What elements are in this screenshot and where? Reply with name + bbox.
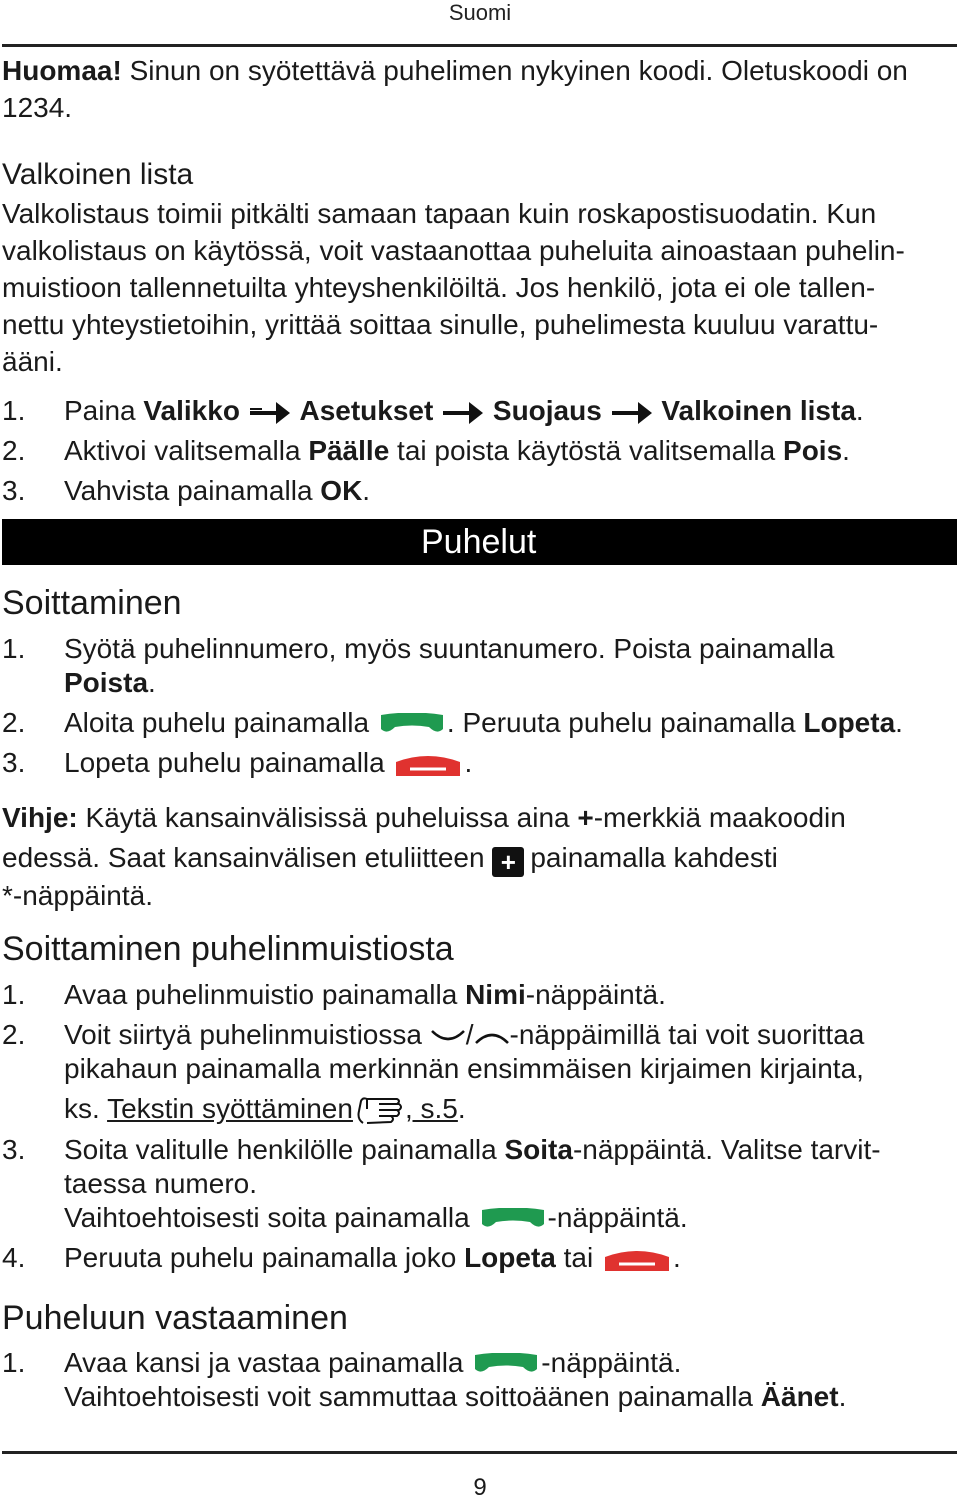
tip-label: Vihje: xyxy=(2,802,78,833)
call-key-icon xyxy=(478,1208,548,1232)
nav-up-icon xyxy=(474,1027,510,1047)
whitelist-text-line: ääni. xyxy=(2,346,63,377)
whitelist-text-line: Valkolistaus toimii pitkälti samaan tapaan kuin roskapostisuodatin. Kun xyxy=(2,198,877,229)
end-key-icon xyxy=(601,1247,673,1273)
note-line-2: 1234. xyxy=(2,92,73,123)
banner-title: Puhelut xyxy=(421,523,537,561)
nav-down-icon xyxy=(430,1027,466,1047)
end-key-icon xyxy=(392,752,464,778)
whitelist-text-line: valkolistaus on käytössä, voit vastaanottaa puheluita ainoastaan puhelin- xyxy=(2,235,905,266)
note-label: Huomaa! xyxy=(2,55,122,86)
section-banner xyxy=(2,519,957,565)
whitelist-text-line: muistioon tallennetuilta yhteyshenkilöiltä. Jos henkilö, jota ei ole tallen- xyxy=(2,272,876,303)
answering-title: Puheluun vastaaminen xyxy=(2,1299,348,1337)
tip-line-1: Vihje: Käytä kansainvälisissä puheluissa aina +-merkkiä maakoodin xyxy=(2,802,846,833)
calling-title: Soittaminen xyxy=(2,584,182,622)
manual-page: Suomi Huomaa! Sinun on syötettävä puhelimen nykyinen koodi. Oletuskoodi on 1234. Valkoinen lista Valkolistaus toimii pitkälti samaan tapaan kuin roskapostisuodatin. Kun valkolistaus on käytössä, voit vastaanottaa puheluita ainoastaan puhelin- muistioon tallennetuilta yhteyshenkilöiltä. Jos henkilö, jota ei ole tallen- nettu yhteystietoihin, yrittää soittaa sinulle, puhelimesta kuuluu varattu- ääni. 1. Paina Valikko Asetukset Suojaus Valkoinen lista. 2. Aktivoi valitsemalla Päälle tai poista käytöstä valitsemalla Pois. 3. Vahvista painamalla OK. Puhelut Soittaminen 1. Syötä puhelinnumero, myös suuntanumero. Poista painamalla Poista. 2. Aloita puhelu painamalla . Peruuta puhelu painamalla Lopeta. 3. Lopeta puhelu painamalla . Vihje: Käytä kansainvälisissä puheluissa aina +-merkkiä maakoodin edessä. Saat kansainvälisen etuliitteen + painamalla kahdesti *-näppäintä. Soittaminen puhelinmuistiosta 1. Avaa puhelinmuistio painamalla Nimi-näppäintä. 2. Voit siirtyä puhelinmuistiossa / -näppäimillä tai voit suorittaa pikahaun painamalla merkinnän ensimmäisen kirjaimen kirjainta, ks. Tekstin syöttäminen , s.5. 3. Soita valitulle henkilölle painamalla Soita-näppäintä. Valitse tarvit- taessa numero. Vaihtoehtoisesti soita painamalla -näppäintä. 4. Peruuta puhelu painamalla joko Lopeta tai . Puheluun vastaaminen 1. Avaa kansi ja vastaa painamalla -näppäintä. Vaihtoehtoisesti voit sammuttaa soittoäänen painamalla Äänet. 9 xyxy=(0,0,960,1502)
call-key-icon xyxy=(471,1353,541,1377)
call-key-icon xyxy=(377,713,447,737)
hand-pointer-icon xyxy=(353,1093,405,1129)
top-rule xyxy=(2,44,957,47)
arrow-right-icon xyxy=(441,398,485,428)
tip-line-2: edessä. Saat kansainvälisen etuliitteen + painamalla kahdesti xyxy=(2,842,778,877)
bottom-rule xyxy=(2,1451,957,1454)
arrow-right-icon xyxy=(610,398,654,428)
page-number: 9 xyxy=(473,1474,487,1501)
tip-line-3: *-näppäintä. xyxy=(2,880,154,911)
plus-key-icon: + xyxy=(492,847,524,877)
text-input-link[interactable]: Tekstin syöttäminen , s.5 xyxy=(107,1093,458,1124)
phonebook-title: Soittaminen puhelinmuistiosta xyxy=(2,930,454,968)
arrow-right-icon xyxy=(248,398,292,428)
whitelist-title: Valkoinen lista xyxy=(2,158,194,191)
note-line-1: Huomaa! Sinun on syötettävä puhelimen nykyinen koodi. Oletuskoodi on xyxy=(2,55,908,86)
whitelist-text-line: nettu yhteystietoihin, yrittää soittaa sinulle, puhelimesta kuuluu varattu- xyxy=(2,309,879,340)
language-header: Suomi xyxy=(448,0,512,25)
